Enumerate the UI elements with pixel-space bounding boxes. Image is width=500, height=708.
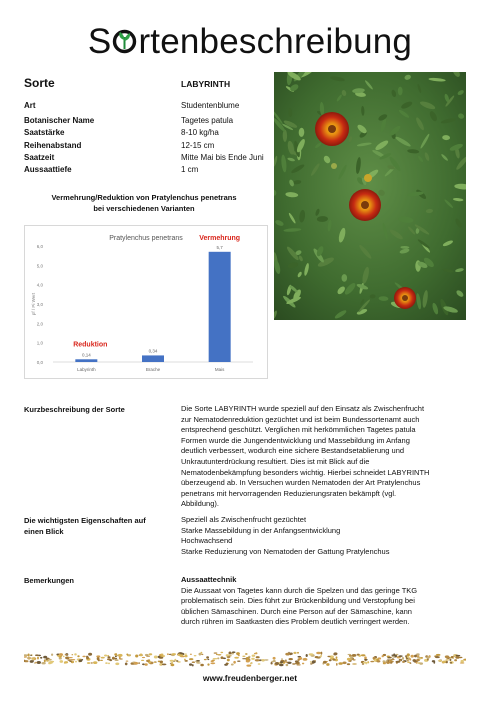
text-line: überzeugend ab. In Versuchen wurden Nematoden der Art Pratylenchus — [181, 478, 421, 488]
sowing-depth-value: 1 cm — [181, 165, 199, 174]
chart-title: Pratylenchus penetrans — [109, 235, 183, 242]
art-label: Art — [24, 101, 36, 110]
brand-logo — [0, 22, 500, 62]
property-item: Hochwachsend — [181, 536, 233, 546]
data-label: 0,14 — [81, 352, 91, 358]
seed-strip-banner — [24, 651, 466, 667]
short-description-label: Kurzbeschreibung der Sorte — [24, 405, 125, 414]
property-item: Starke Reduzierung von Nematoden der Gattung Pratylenchus — [181, 546, 390, 556]
seed-rate-label: Saatstärke — [24, 128, 65, 137]
nematode-chart — [24, 225, 268, 379]
text-line: Abbildung). — [181, 499, 219, 509]
seed-rate-value: 8-10 kg/ha — [181, 128, 219, 137]
y-tick-label: 0,0 — [36, 360, 43, 365]
sowing-time-value: Mitte Mai bis Ende Juni — [181, 153, 264, 162]
bar-mais — [209, 252, 231, 362]
text-line: Formen wurde die Jungendentwicklung und Massebildung im Anfang — [181, 435, 410, 445]
bar-brache — [142, 355, 164, 362]
text-line: durch rühren im Saatkasten dies Problem deutlich verringert werden. — [181, 617, 410, 627]
text-line: deutlich verbessert, wodurch eine sichere Bestandsetablierung und — [181, 446, 405, 456]
short-description-text — [181, 404, 466, 510]
annotation-reduktion: Reduktion — [73, 341, 108, 349]
chart-heading-line1: Vermehrung/Reduktion von Pratylenchus penetrans — [51, 193, 237, 202]
chart-heading-line2: bei verschiedenen Varianten — [93, 204, 195, 213]
y-tick-label: 1,0 — [36, 340, 43, 346]
x-tick-label: Mais — [214, 367, 225, 372]
text-line: entsprechend geschützt. Verglichen mit herkömmlichen Tagetes patula — [181, 425, 416, 435]
property-item: Speziell als Zwischenfrucht gezüchtet — [181, 515, 307, 524]
key-properties-label-line2: einen Blick — [24, 527, 64, 536]
logo-text-start: S — [87, 22, 112, 61]
y-tick-label: 2,0 — [36, 321, 43, 327]
sorte-label: Sorte — [24, 76, 55, 90]
bar-labyrinth — [75, 359, 97, 362]
y-tick-label: 4,0 — [36, 282, 43, 288]
sorte-value: LABYRINTH — [181, 79, 231, 89]
remarks-text — [181, 575, 466, 628]
seed-leaf-icon — [111, 24, 138, 51]
marigold-flower-3 — [394, 287, 416, 309]
text-line: Die Sorte LABYRINTH wurde speziell auf den Einsatz als Zwischenfrucht — [181, 404, 425, 413]
marigold-flower-1 — [315, 112, 349, 146]
chart-heading — [24, 192, 264, 214]
sowing-depth-label: Aussaattiefe — [24, 165, 72, 174]
botanical-name-value: Tagetes patula — [181, 116, 234, 125]
sowing-time-label: Saatzeit — [24, 153, 55, 162]
row-spacing-label: Reihenabstand — [24, 141, 82, 150]
x-tick-label: Brache — [145, 367, 161, 372]
y-tick-label: 5,0 — [36, 263, 43, 269]
art-value: Studentenblume — [181, 101, 240, 110]
text-line: Nematodenbekämpfung besonders wichtig. Hierbei schneidet LABYRINTH — [181, 467, 430, 477]
text-line: penetrans mit hervorragenden Reduzierungsraten bekämpft (vgl. — [181, 488, 397, 498]
y-axis-label: pf / Pi Wert — [31, 292, 36, 316]
sowing-technique-heading: Aussaattechnik — [181, 575, 237, 584]
y-tick-label: 3,0 — [36, 302, 43, 307]
text-line: Die Aussaat von Tagetes kann durch die Spelzen und das geringe TKG — [181, 585, 418, 595]
y-tick-label: 6,0 — [36, 244, 43, 249]
property-item: Starke Massebildung in der Anfangsentwicklung — [181, 525, 341, 535]
key-properties-list — [181, 515, 466, 557]
data-label: 0,34 — [148, 348, 158, 354]
marigold-photo — [274, 72, 466, 320]
remarks-label: Bemerkungen — [24, 576, 75, 585]
chart-canvas — [25, 226, 267, 378]
text-line: problematisch sein. Dies führt zur Brückenbildung und Verstopfung bei — [181, 596, 415, 606]
key-properties-label-line1: Die wichtigsten Eigenschaften auf — [24, 516, 146, 525]
annotation-vermehrung: Vermehrung — [199, 234, 241, 242]
row-spacing-value: 12-15 cm — [181, 141, 215, 150]
website-link[interactable]: www.freudenberger.net — [202, 673, 298, 683]
logo-text-end: rtenbeschreibung — [138, 22, 413, 61]
text-line: zur Nematodenreduktion gezüchtet und ist beim Bundessortenamt auch — [181, 414, 420, 424]
text-line: üblichen Sämaschinen. Durch eine Person auf der Sämaschine, kann — [181, 606, 412, 616]
botanical-name-label: Botanischer Name — [24, 116, 95, 125]
text-line: Unkrautunterdrückung resultiert. Dies ist mit Blick auf die — [181, 456, 370, 466]
key-properties-label — [24, 515, 146, 537]
x-tick-label: Labyrinth — [77, 367, 96, 372]
marigold-flower-2 — [349, 189, 381, 221]
data-label: 5,7 — [216, 244, 223, 250]
